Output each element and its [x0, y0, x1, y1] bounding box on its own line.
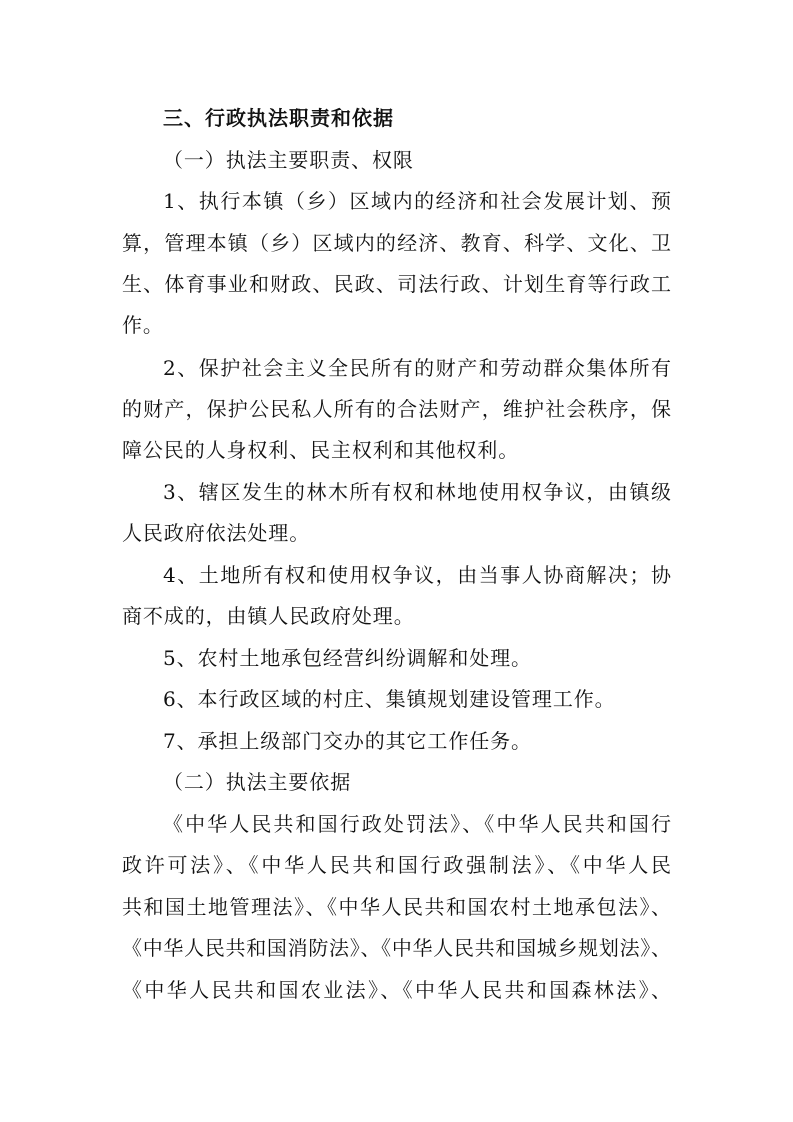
item-4-line-2: 商不成的，由镇人民政府处理。: [122, 604, 415, 628]
item-1-line-3: 生、体育事业和财政、民政、司法行政、计划生育等行政工: [122, 272, 671, 296]
basis-line-5: 《中华人民共和国农业法》、《中华人民共和国森林法》、: [122, 978, 671, 1002]
item-3-line-1: 3、辖区发生的林木所有权和林地使用权争议，由镇级: [163, 480, 671, 504]
item-7-line-1: 7、承担上级部门交办的其它工作任务。: [163, 729, 532, 753]
item-3-line-2: 人民政府依法处理。: [122, 521, 311, 545]
item-2-line-3: 障公民的人身权利、民主权利和其他权利。: [122, 438, 520, 462]
item-2-line-2: 的财产，保护公民私人所有的合法财产，维护社会秩序，保: [122, 397, 671, 421]
item-5-line-1: 5、农村土地承包经营纠纷调解和处理。: [163, 646, 532, 670]
item-1-line-2: 算，管理本镇（乡）区域内的经济、教育、科学、文化、卫: [122, 231, 671, 255]
section-title: 三、行政执法职责和依据: [163, 106, 394, 130]
basis-line-4: 《中华人民共和国消防法》、《中华人民共和国城乡规划法》、: [122, 936, 671, 960]
item-6-line-1: 6、本行政区域的村庄、集镇规划建设管理工作。: [163, 687, 616, 711]
basis-line-3: 共和国土地管理法》、《中华人民共和国农村土地承包法》、: [122, 895, 671, 919]
item-4-line-1: 4、土地所有权和使用权争议，由当事人协商解决；协: [163, 563, 671, 587]
subsection-1-title: （一）执法主要职责、权限: [163, 148, 414, 172]
basis-line-2: 政许可法》、《中华人民共和国行政强制法》、《中华人民: [122, 853, 671, 877]
item-2-line-1: 2、保护社会主义全民所有的财产和劳动群众集体所有: [163, 356, 671, 380]
basis-line-1: 《中华人民共和国行政处罚法》、《中华人民共和国行: [163, 812, 671, 836]
item-1-line-4: 作。: [122, 313, 164, 337]
item-1-line-1: 1、执行本镇（乡）区域内的经济和社会发展计划、预: [163, 189, 671, 213]
subsection-2-title: （二）执法主要依据: [163, 770, 352, 794]
